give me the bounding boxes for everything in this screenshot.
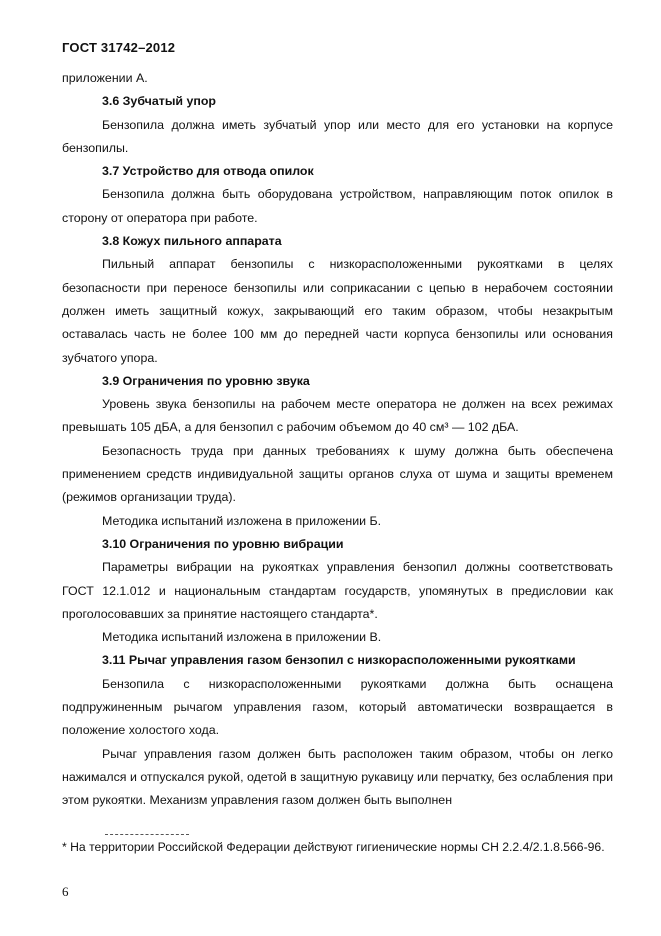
paragraph: Бензопила должна быть оборудована устройством, направляющим поток опилок в сторону от оператора при работе.	[62, 187, 613, 225]
section-heading-3-10: 3.10 Ограничения по уровню вибрации	[102, 536, 344, 551]
page-number: 6	[62, 884, 69, 899]
paragraph: Методика испытаний изложена в приложении Б.	[102, 513, 382, 528]
paragraph: Пильный аппарат бензопилы с низкорасположенными рукоятками в целях безопасности при переносе бензопилы или соприкасании с цепью в нерабочем состоянии должен иметь защитный кожух, закрывающий его таким образом, чтобы незакрытым оставалась часть не более 100 мм до передней части корпуса бензопилы или основания зубчатого упора.	[62, 257, 613, 365]
section-heading-3-9: 3.9 Ограничения по уровню звука	[102, 373, 310, 388]
section-heading-3-6: 3.6 Зубчатый упор	[102, 94, 216, 109]
paragraph: Методика испытаний изложена в приложении В.	[102, 630, 382, 645]
footnote: * На территории Российской Федерации действуют гигиенические нормы СН 2.2.4/2.1.8.566-96.	[62, 840, 605, 854]
footnote-separator	[105, 834, 189, 835]
paragraph: Параметры вибрации на рукоятках управления бензопил должны соответствовать ГОСТ 12.1.012 и национальным стандартам государств, упомянутых в предисловии как проголосовавших за принятие настоящего стандарта*.	[62, 560, 613, 621]
section-heading-3-7: 3.7 Устройство для отвода опилок	[102, 164, 314, 179]
paragraph: Безопасность труда при данных требованиях к шуму должна быть обеспечена применением средств индивидуальной защиты органов слуха от шума и защиты временем (режимов организации труда).	[62, 443, 613, 505]
paragraph: Уровень звука бензопилы на рабочем месте оператора не должен на всех режимах превышать 105 дБА, а для бензопил с рабочим объемом до 40 см³ — 102 дБА.	[62, 397, 613, 435]
paragraph: приложении А.	[62, 71, 148, 85]
section-heading-3-8: 3.8 Кожух пильного аппарата	[102, 234, 282, 249]
section-heading-3-11: 3.11 Рычаг управления газом бензопил с низкорасположенными рукоятками	[102, 653, 576, 668]
paragraph: Бензопила должна иметь зубчатый упор или место для его установки на корпусе бензопилы.	[62, 117, 613, 155]
paragraph: Рычаг управления газом должен быть расположен таким образом, чтобы он легко нажимался и отпускался рукой, одетой в защитную рукавицу или перчатку, без ослабления при этом рукоятки. Механизм управления газом должен быть выполнен	[62, 746, 613, 808]
paragraph: Бензопила с низкорасположенными рукоятками должна быть оснащена подпружиненным рычагом управления газом, который автоматически возвращается в положение холостого хода.	[62, 676, 613, 738]
document-body	[62, 67, 613, 813]
document-header-title: ГОСТ 31742–2012	[62, 40, 176, 55]
